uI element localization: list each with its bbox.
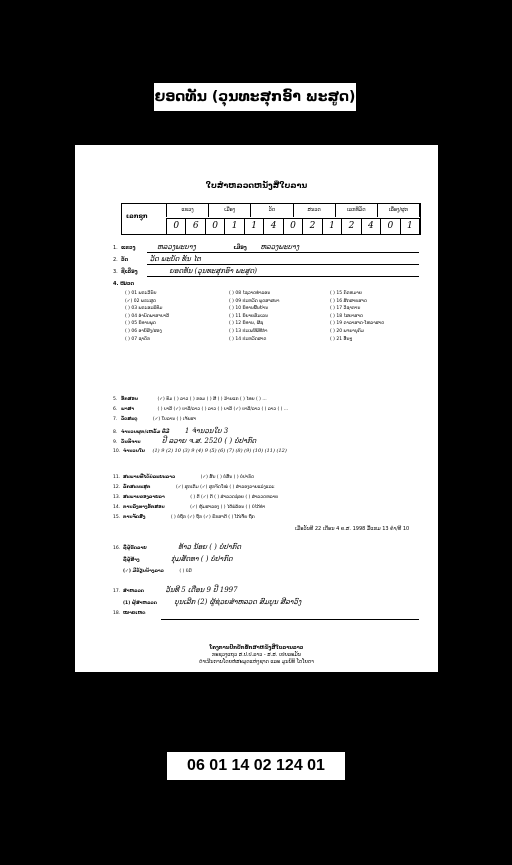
row-material: 7. ວັດສະດຸ (✓) ໃບລານ ( ) ເຈ້ຍສາ: [113, 417, 197, 422]
reg-digit: 0: [284, 219, 303, 234]
row-script: 5. ອັກສອນ (✓) ທັມ ( ) ລາວ ( ) ຂອມ ( ) ສີ ( ) ມ້ານແກ ( ) ໄທຍ ( ) ...: [113, 397, 267, 402]
footer-line: ກະຊວງແຖວ ສ.ປ.ປ.ລາວ - ສ.ສ. ເຢຍລະມັນ: [211, 652, 302, 658]
reg-header: ແຂວງ: [167, 204, 209, 217]
category-column-right: [330, 290, 384, 343]
row-survey-date: 17. ສໍາຫລວດ ວັນທີ 5 ເດືອນ 9 ປີ 1997: [113, 586, 238, 594]
category-option: ( ) 08 ໄຊວາດທໍາລອນ: [229, 291, 271, 296]
category-option: ( ) 19 ດາລາສາດ-ໂຫລາສາດ: [330, 321, 385, 327]
form-footer: [75, 645, 438, 666]
category-option: ( ) 04 ອໍານົດພາສາບາລີ: [125, 313, 170, 319]
manuscript-code-label: 06 01 14 02 124 01: [167, 752, 345, 780]
registration-number-box: [121, 203, 421, 235]
row-storage: 15. ການຈັດສົ່ງ ( ) ບໍ່ຖືກ (✓) ຖືກ (✓) ຮັກສາດີ ( ) ໂດ້ເຈັ້ຍ ຖືກ: [113, 515, 255, 520]
reg-header: ເມືອງ: [209, 204, 251, 217]
row-volumes: 8. ຈໍານວນຜູກ/ເຫລັ້ມ ທີ່ມີ 1 ຈໍານວນໃບ 3: [113, 427, 229, 435]
category-option: ( ) 11 ນິຍາຍສົມເລນ: [229, 313, 269, 319]
row-remarks: 18. ໝາຍເຫດ: [113, 611, 146, 616]
date-written: ເມື່ອວັນທີ 22 ເດືອນ 4 ຄ.ສ. 1998 ມື້ແຮມ 13 ຄໍ່າ/ທີ 10: [295, 526, 410, 532]
category-option: ( ) 01 ພຣະວິນັຍ: [125, 291, 157, 296]
row-surveyors: (1) ຜູ້ສໍາຫລວດ ບຸນເລີກ (2) ຜູ້ຊ່ວຍສໍາຫລວດ ສົມບູນ ສີລາວົງ: [123, 598, 302, 606]
category-option: ( ) 09 ປະຫວັດ ພຸດສາສນາ: [229, 298, 280, 304]
reg-header: ວັດ: [251, 204, 293, 217]
row-colophon: (✓) ມີຂ້ຽນນ້າງລາວ ( ) ບໍ່ມີ: [123, 569, 192, 574]
category-option: ( ) 07 ຊາດົກ: [125, 336, 151, 342]
reg-digits: [166, 218, 420, 234]
underline: [161, 619, 419, 620]
category-option: ( ) 05 ນິທານພຸດ: [125, 321, 156, 327]
category-option: ( ) 14 ປະຫວັດສາດ: [229, 336, 267, 342]
row-condition: 13. ສະພາບຂອງລາຍລາ ( ) ດີ (✓) ດີ ( ) ສໍາລວດຊ່ອຍ ( ) ສໍາລວດຫລາຍ: [113, 495, 279, 500]
reg-digit: 2: [303, 219, 322, 234]
reg-digit: 0: [381, 219, 400, 234]
row-leaves: 10. ຈໍານວນໃບ (1) 9 (2) 10 (3) 9 (4) 9 (5) (6) (7) (8) (9) (10) (11) (12): [113, 448, 287, 454]
reg-digit: 6: [186, 219, 205, 234]
underline: [147, 276, 419, 277]
reg-header: ເລກທີມັດ: [336, 204, 378, 217]
reg-digit: 1: [323, 219, 342, 234]
category-option: ( ) 13 ປະເພນີພິທີກໍາ: [229, 328, 268, 334]
row-date: 9. ວັນທີຈານ ປີ ລວາຍ ຈ.ສ. 2520 ( ) ບໍ່ປາກົດ: [113, 437, 257, 445]
reg-header: ເລື່ອງ/ຜູກ: [378, 204, 420, 217]
reg-digit: 1: [225, 219, 244, 234]
category-column-mid: [229, 290, 279, 343]
reg-label: ເລກຊຸກ: [126, 213, 148, 220]
field-temple: 2. ວັດ ວັດ ພະບັດ ທັນ ໄຕ: [113, 255, 201, 263]
underline: [147, 264, 419, 265]
reg-digit: 2: [342, 219, 361, 234]
category-column-left: [125, 290, 169, 343]
reg-digit: 4: [264, 219, 283, 234]
survey-form: [75, 145, 438, 672]
reg-headers: [166, 204, 420, 217]
category-option: ( ) 17 ວິຊາການ: [330, 306, 361, 312]
row-binding: 12. ລັກສະນະສູກ (✓) ສູກເດີມ (✓) ສູກຈັດໃໝ່ ( ) ສໍາລອງລາຍແລ່ງແລະ: [113, 485, 275, 490]
row-sponsor: ຊື່ຜູ້ສ້າງ ກຸ່ມສັດທາ ( ) ບໍ່ປາກົດ: [123, 555, 233, 563]
reg-digit: 1: [245, 219, 264, 234]
category-option: ( ) 12 ນິທານ, ຜີຊ: [229, 321, 264, 327]
reg-digit: 0: [206, 219, 225, 234]
section-category-label: 4. ໝວດ: [113, 281, 135, 287]
category-option: ( ) 21 ອື່ນໆ: [330, 336, 353, 342]
underline: [147, 252, 419, 253]
manuscript-title-label: ຍອດທັນ (ວຸນທະສຸກອົາ ພະສູດ): [154, 83, 356, 111]
reg-digit: 4: [362, 219, 381, 234]
field-province: 1. ແຂວງ ຫລວງພະບາງ ເມືອງ ຫລວງພະບາງ: [113, 243, 300, 251]
reg-digit: 1: [401, 219, 420, 234]
category-option: ( ) 18 ໄສຍາສາດ: [330, 313, 364, 319]
field-title: 3. ຊື່ເລື່ອງ ຍອດທັນ (ວຸນທະສຸກອົາ ພະສູດ): [113, 267, 257, 275]
reg-header: ສນວດ: [294, 204, 336, 217]
category-option: ( ) 16 ສີກສາຍສາດ: [330, 298, 367, 304]
row-scribe: 16. ຊື່ຜູ້ຂົດລາຍ ທ້າວ ນ້ອຍ ( ) ບໍ່ປາກົດ: [113, 543, 242, 551]
category-option: ( ) 06 ອານິສົງ/ສອງ: [125, 328, 162, 334]
row-treatment: 14. ການລົງທາງອັກສອນ (✓) ຫຸ້ມສາລອງ ( ) ໄດ້ພໍລ້ອນ ( ) ບໍ່ໄດ້ທໍາ: [113, 505, 266, 510]
row-completeness: 11. ສະພາບທີ່ໄດ້ບໍລະຍະລາວ (✓) ສົ້ນ ( ) ບໍ່ສົ້ນ ( ) ບໍ່ປາກົດ: [113, 475, 255, 480]
category-option: (✓) 02 ພຣະສູດ: [125, 298, 157, 304]
category-option: ( ) 15 ກົດຫມາຍ: [330, 291, 362, 296]
reg-digit: 0: [167, 219, 186, 234]
category-option: ( ) 03 ພຣະອະພິທັມ: [125, 306, 163, 312]
category-option: ( ) 10 ນິທານພື້ນບ້ານ: [229, 306, 269, 312]
form-title: ໃບສໍາຫລວດຫນັງສືໃບລານ: [205, 181, 308, 190]
row-language: 6. ພາສາ ( ) ບາລີ (✓) ບາລີ/ລາວ ( ) ລາວ ( ) ບາລີ (✓) ບາລີ/ລາວ ( ) ລາວ ( ) ...: [113, 407, 289, 412]
footer-line: ດໍາເນີນການໂດຍຫໍສະມຸດແຫ່ງຊາດ ແລະ ມູນນິທິ ໂຕໂຍຕາ: [199, 659, 314, 665]
footer-line: ໂຄງການປົກປັກຮັກສາຫນັງສືໃບລານລາວ: [209, 645, 304, 651]
category-option: ( ) 20 ພຈນານຸກົມ: [330, 328, 364, 334]
